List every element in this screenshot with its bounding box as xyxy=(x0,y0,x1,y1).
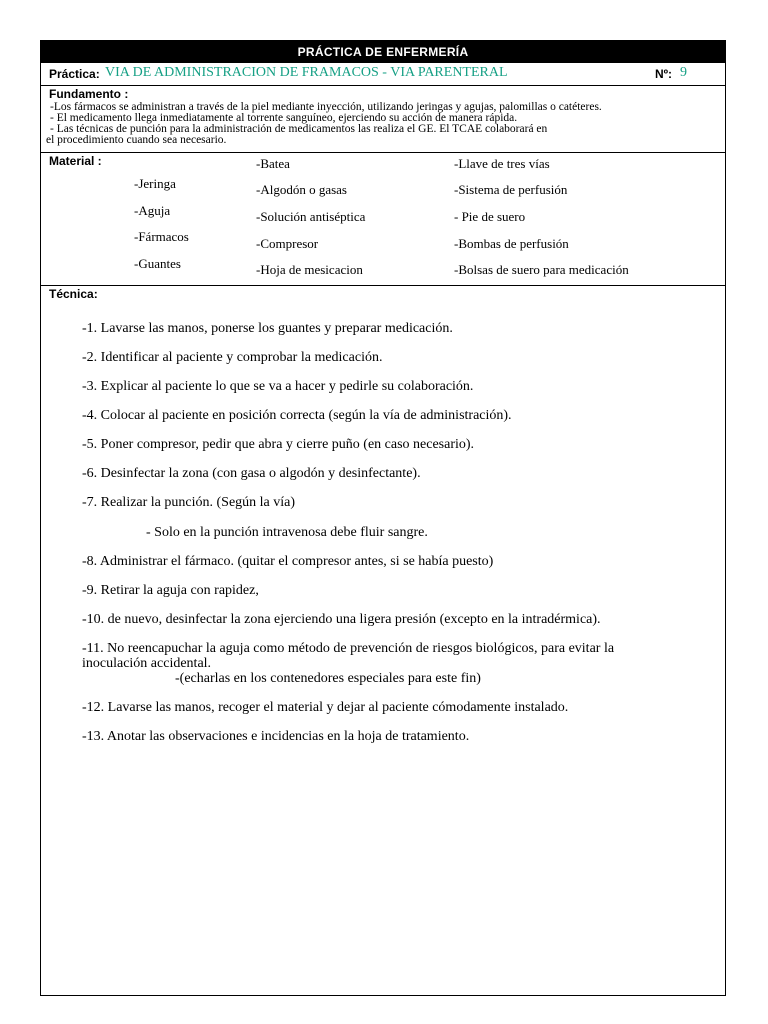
step-4: -4. Colocar al paciente en posición correcta (según la vía de administración). xyxy=(82,408,512,423)
practica-row xyxy=(41,63,725,86)
material-item: -Bombas de perfusión xyxy=(454,236,569,251)
step-5: -5. Poner compresor, pedir que abra y cierre puño (en caso necesario). xyxy=(82,437,475,452)
fundamento-section xyxy=(41,85,725,153)
practice-sheet xyxy=(40,40,726,996)
tecnica-section xyxy=(41,285,725,995)
fundamento-line: el procedimiento cuando sea necesario. xyxy=(46,134,227,146)
step-7-note: - Solo en la punción intravenosa debe fluir sangre. xyxy=(146,525,428,540)
fundamento-label: Fundamento : xyxy=(49,87,129,101)
step-2: -2. Identificar al paciente y comprobar la medicación. xyxy=(82,350,383,365)
material-item: -Hoja de mesicacion xyxy=(256,262,363,277)
material-item: -Fármacos xyxy=(134,229,189,244)
number-value: 9 xyxy=(680,65,687,80)
practica-value: VIA DE ADMINISTRACION DE FRAMACOS - VIA PARENTERAL xyxy=(105,65,508,80)
material-item: -Guantes xyxy=(134,256,181,271)
material-item: -Algodón o gasas xyxy=(256,182,347,197)
step-1: -1. Lavarse las manos, ponerse los guantes y preparar medicación. xyxy=(82,321,453,336)
material-item: -Batea xyxy=(256,156,290,171)
step-9: -9. Retirar la aguja con rapidez, xyxy=(82,583,259,598)
step-11-note: -(echarlas en los contenedores especiales para este fin) xyxy=(175,671,481,686)
step-12: -12. Lavarse las manos, recoger el material y dejar al paciente cómodamente instalado. xyxy=(82,700,569,715)
fundamento-line: -Los fármacos se administran a través de la piel mediante inyección, utilizando jeringas y agujas, palomillas o catéteres. xyxy=(50,101,602,113)
material-item: - Pie de suero xyxy=(454,209,526,224)
material-item: -Compresor xyxy=(256,236,319,251)
material-item: -Solución antiséptica xyxy=(256,209,366,224)
step-8: -8. Administrar el fármaco. (quitar el compresor antes, si se había puesto) xyxy=(82,554,494,569)
step-13: -13. Anotar las observaciones e incidencias en la hoja de tratamiento. xyxy=(82,729,470,744)
material-item: -Jeringa xyxy=(134,176,176,191)
material-item: -Sistema de perfusión xyxy=(454,182,568,197)
number-label: Nº: xyxy=(655,67,673,81)
step-11: -11. No reencapuchar la aguja como método de prevención de riesgos biológicos, para evitar la xyxy=(82,641,615,656)
material-section xyxy=(41,152,725,286)
tecnica-label: Técnica: xyxy=(49,287,98,301)
step-6: -6. Desinfectar la zona (con gasa o algodón y desinfectante). xyxy=(82,466,421,481)
fundamento-line: - El medicamento llega inmediatamente al torrente sanguíneo, ejerciendo su acción de manera rápida. xyxy=(50,112,518,124)
step-11-continued: inoculación accidental. xyxy=(82,656,212,671)
fundamento-text xyxy=(46,101,710,146)
step-3: -3. Explicar al paciente lo que se va a hacer y pedirle su colaboración. xyxy=(82,379,474,394)
material-label: Material : xyxy=(49,154,102,168)
material-item: -Llave de tres vías xyxy=(454,156,550,171)
step-10: -10. de nuevo, desinfectar la zona ejerciendo una ligera presión (excepto en la intradérmica). xyxy=(82,612,601,627)
practica-label: Práctica: xyxy=(49,67,100,81)
fundamento-line: - Las técnicas de punción para la administración de medicamentos las realiza el GE. El TCAE colaborará en xyxy=(50,123,548,135)
sheet-title: PRÁCTICA DE ENFERMERÍA xyxy=(41,41,725,63)
step-7: -7. Realizar la punción. (Según la vía) xyxy=(82,495,296,510)
material-item: -Bolsas de suero para medicación xyxy=(454,262,629,277)
material-item: -Aguja xyxy=(134,203,171,218)
